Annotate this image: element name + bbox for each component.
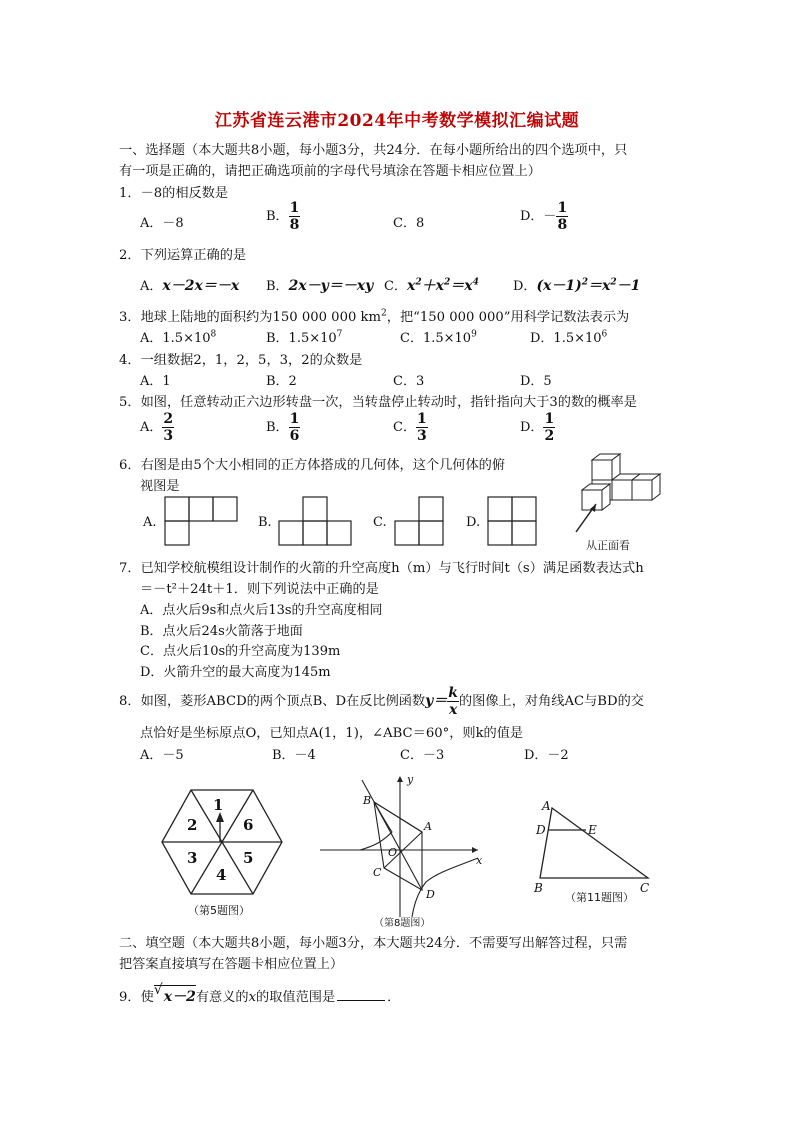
q6-option-b-figure <box>278 496 358 548</box>
q5-option-d: D． $\frac{1}{2}$ <box>520 411 555 444</box>
hex-number: 1 <box>213 796 224 814</box>
q7-option-a: A．点火后9s和点火后13s的升空高度相同 <box>140 603 383 618</box>
q4-option-d: D．5 <box>520 374 552 389</box>
q1-stem: 1．－8的相反数是 <box>119 186 229 201</box>
q4-option-a: A．1 <box>140 374 171 389</box>
section2-instructions-line1: 二、填空题（本大题共8小题，每小题3分，本大题共24分．不需要写出解答过程，只需 <box>119 936 628 951</box>
x-axis-arrow-icon <box>472 847 478 853</box>
q8-option-d: D．－2 <box>524 748 569 763</box>
q1-option-c: C．8 <box>393 216 425 231</box>
q6-option-d-label: D. <box>466 515 481 530</box>
q7-option-d: D．火箭升空的最大高度为145m <box>140 665 331 680</box>
hex-number: 2 <box>187 816 198 834</box>
hex-number: 3 <box>187 849 198 867</box>
svg-text:O: O <box>388 846 398 859</box>
hex-number: 4 <box>216 866 227 884</box>
svg-text:C: C <box>373 866 382 879</box>
q6-option-c-label: C. <box>373 515 387 530</box>
fig11-caption: （第11题图） <box>565 891 634 904</box>
section2-instructions-line2: 把答案直接填写在答题卡相应位置上） <box>119 957 344 972</box>
q9-sqrt: √ x－2 <box>153 982 196 1005</box>
q3-option-c: C．$1.5\times 10^9$ <box>400 329 477 346</box>
q3-option-d: D．$1.5\times 10^6$ <box>530 329 608 346</box>
page-title: 江苏省连云港市2024年中考数学模拟汇编试题 <box>214 111 580 131</box>
q7-stem-line2: ＝－t²＋24t＋1．则下列说法中正确的是 <box>140 582 379 597</box>
q7-stem-line1: 7．已知学校航模组设计制作的火箭的升空高度h（m）与飞行时间t（s）满足函数表达式h <box>119 561 644 576</box>
q6-option-b-label: B. <box>258 515 272 530</box>
svg-text:A: A <box>542 799 551 813</box>
q2-option-b: B．2x－y＝－xy <box>266 278 374 294</box>
q8-option-a: A．－5 <box>140 748 184 763</box>
q2-stem: 2．下列运算正确的是 <box>119 248 247 263</box>
hex-number: 6 <box>243 816 254 834</box>
fig5-caption: （第5题图） <box>188 904 250 917</box>
q1-b-fraction: $\frac{1}{8}$ <box>289 200 300 233</box>
q7-option-c: C．点火后10s的升空高度为139m <box>140 644 341 659</box>
q8-stem-line2: 点恰好是坐标原点O，已知点A(1，1)，∠ABC＝60°，则k的值是 <box>140 726 524 741</box>
q6-option-d-figure <box>487 496 543 548</box>
q9-stem: 9．使 √ x－2有意义的x的取值范围是 ． <box>119 982 401 1005</box>
section1-instructions-line1: 一、选择题（本大题共8小题，每小题3分，共24分．在每小题所给出的四个选项中，只 <box>119 143 628 158</box>
svg-text:D: D <box>536 823 546 837</box>
q1-d-fraction: $\frac{1}{8}$ <box>557 200 568 233</box>
fig8-rhombus-graph <box>318 772 488 920</box>
q5-option-a: A． $\frac{2}{3}$ <box>140 411 174 444</box>
section1-instructions-line2: 有一项是正确的，请把正确选项前的字母代号填涂在答题卡相应位置上） <box>119 164 541 179</box>
q2-option-a: A．x－2x＝－x <box>140 278 240 294</box>
svg-text:A: A <box>424 820 432 833</box>
q2-option-d: D．$(x-1)^2=x^2-1$ <box>513 277 641 294</box>
q6-stem-line1: 6．右图是由5个大小相同的正方体搭成的几何体，这个几何体的俯 <box>119 458 506 473</box>
y-axis-arrow-icon <box>397 776 403 782</box>
q1-option-b: B． $\frac{1}{8}$ <box>266 200 300 233</box>
q3-option-a: A．$1.5\times 10^8$ <box>140 329 217 346</box>
svg-text:B: B <box>363 794 372 807</box>
svg-text:D: D <box>426 888 435 901</box>
q4-option-b: B．2 <box>266 374 297 389</box>
q8-option-c: C．－3 <box>400 748 445 763</box>
fig8-caption: （第8题图） <box>374 918 431 929</box>
q2-option-c: C．$x^2+x^2=x^4$ <box>384 277 479 294</box>
fig5-hexagon-spinner <box>160 788 284 898</box>
svg-text:B: B <box>534 881 543 895</box>
svg-text:C: C <box>640 881 650 895</box>
q9-answer-blank <box>337 1000 385 1001</box>
q4-stem: 4．一组数据2，1，2，5，3，2的众数是 <box>119 353 363 368</box>
q6-option-c-figure <box>394 496 450 548</box>
q1-option-a: A．－8 <box>140 216 184 231</box>
q6-option-a-figure <box>164 496 244 548</box>
svg-text:E: E <box>588 823 597 837</box>
hex-number: 5 <box>243 849 254 867</box>
q6-front-view-label: 从正面看 <box>586 539 630 552</box>
q6-stem-line2: 视图是 <box>140 479 180 494</box>
q6-option-a-label: A. <box>143 515 157 530</box>
q5-option-c: C． $\frac{1}{3}$ <box>393 411 427 444</box>
q8-stem-line1: 8．如图，菱形ABCD的两个顶点B、D在反比例函数y＝ $\frac{k}{x}$ 的图像上，对角线AC与BD的交 <box>119 685 644 718</box>
q3-option-b: B．$1.5\times 10^7$ <box>266 329 343 346</box>
q1-option-d: D．－ $\frac{1}{8}$ <box>520 200 568 233</box>
svg-text:y: y <box>407 773 414 786</box>
q5-option-b: B． $\frac{1}{6}$ <box>266 411 300 444</box>
svg-text:x: x <box>476 854 483 867</box>
fig11-triangle <box>530 798 660 894</box>
q4-option-c: C．3 <box>393 374 425 389</box>
q7-option-b: B．点火后24s火箭落于地面 <box>140 624 303 639</box>
q3-stem: 3．地球上陆地的面积约为150 000 000 $km^2$，把“150 000 000”用科学记数法表示为 <box>119 308 630 325</box>
q5-stem: 5．如图，任意转动正六边形转盘一次，当转盘停止转动时，指针指向大于3的数的概率是 <box>119 395 637 410</box>
q8-option-b: B．－4 <box>272 748 316 763</box>
